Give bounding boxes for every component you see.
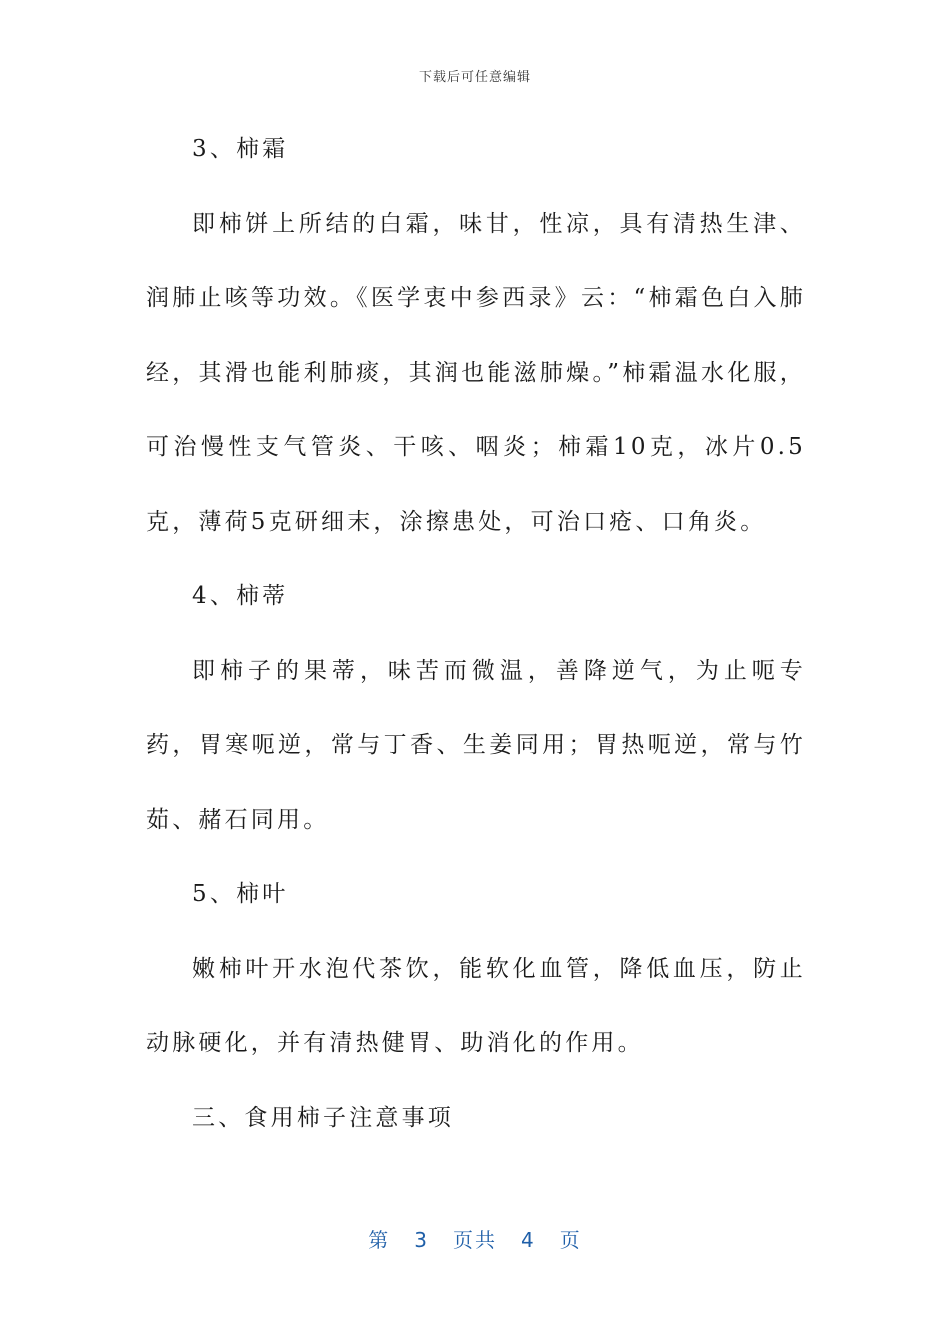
footer-current-page: 3 [414,1228,429,1252]
footer-prefix: 第 [368,1228,391,1252]
page-footer [0,1224,950,1253]
footer-suffix: 页 [559,1228,582,1252]
paragraph-persimmon-leaf: 嫩柿叶开水泡代茶饮，能软化血管，降低血压，防止动脉硬化，并有清热健胃、助消化的作用。 [146,955,806,1056]
section-heading-persimmon-frost: 3、柿霜 [192,136,289,162]
paragraph-persimmon-frost: 即柿饼上所结的白霜，味甘，性凉，具有清热生津、润肺止咳等功效。《医学衷中参西录》云：“柿霜色白入肺经，其滑也能利肺痰，其润也能滋肺燥。”柿霜温水化服，可治慢性支气管炎、干咳、咽炎；柿霜10克，冰片0.5克，薄荷5克研细末，涂擦患处，可治口疮、口角炎。 [146,210,806,535]
paragraph-persimmon-calyx: 即柿子的果蒂，味苦而微温，善降逆气，为止呃专药，胃寒呃逆，常与丁香、生姜同用；胃热呃逆，常与竹茹、赭石同用。 [146,657,806,833]
footer-middle: 页共 [453,1228,497,1252]
section-heading-precautions: 三、食用柿子注意事项 [192,1104,454,1131]
section-heading-persimmon-leaf: 5、柿叶 [192,881,289,907]
section-heading-persimmon-calyx: 4、柿蒂 [192,583,289,609]
document-body [146,112,806,1155]
footer-total-pages: 4 [521,1228,536,1252]
header-note: 下载后可任意编辑 [418,70,531,85]
